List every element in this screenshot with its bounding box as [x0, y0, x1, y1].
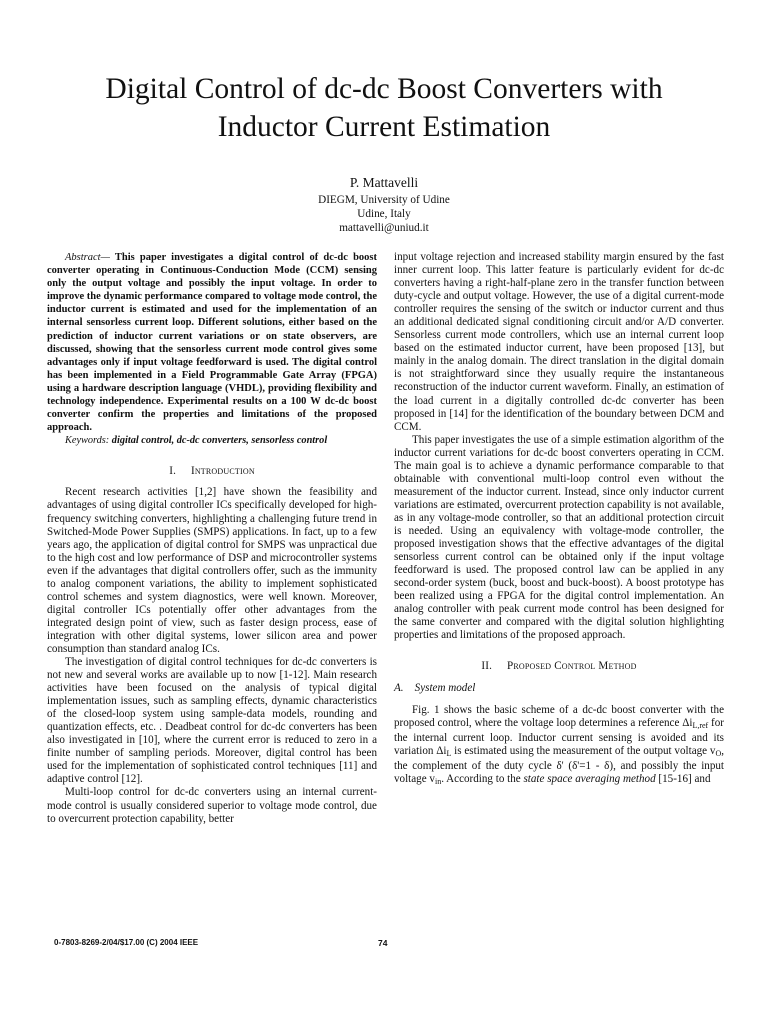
- page-number: 74: [378, 938, 388, 948]
- system-model-paragraph: [394, 704, 724, 788]
- section-title: Proposed Control Method: [507, 660, 637, 673]
- subsection-title: System model: [414, 682, 476, 695]
- keywords-text: digital control, dc-dc converters, sensorless control: [109, 435, 328, 447]
- abstract: [47, 251, 377, 434]
- section-title: Introduction: [190, 465, 255, 478]
- author-affiliation: DIEGM, University of Udine: [318, 194, 450, 206]
- section-number: I.: [169, 465, 177, 478]
- section-heading-proposed-control: [394, 660, 724, 673]
- keywords-lead: Keywords:: [65, 435, 110, 447]
- intro-paragraph-3: Multi-loop control for dc-dc converters using an internal current-mode control is usually considered superior to voltage mode control, due to overcurrent protection capability, better: [47, 786, 377, 825]
- intro-paragraph-4: This paper investigates the use of a simple estimation algorithm of the inductor current variations for dc-dc boost converters operating in CCM. The main goal is to achieve a dynamic performance comparable to that obtainable with conventional multi-loop control even without the measurement of the inductor current. Instead, since only inductor current variations are estimated, overcurrent protection capability is not available, as in any voltage-mode controller, so that an additional protection circuit is needed. Using an equivalency with voltage-mode controller, the proposed investigation shows that the effective advantages of the digital sensorless current control can be obtained only if the input voltage feedforward is used. The proposed control law can be applied in any second-order system (buck, boost and buck-boost). A boost prototype has been realized using a FPGA for the digital control implementation. An analog controller with peak current mode control has been designed for the same converter and compared with the digital solution highlighting properties and limitations of the proposed approach.: [394, 433, 724, 642]
- abstract-lead: Abstract—: [65, 252, 110, 263]
- author-email: mattavelli@uniud.it: [339, 222, 429, 235]
- section-number: II.: [481, 660, 493, 673]
- subsection-label: A.: [394, 682, 404, 695]
- text-run: [15-16] and: [655, 772, 711, 785]
- text-run: Fig. 1 shows the basic scheme of a dc-dc boost converter with the proposed control, where the voltage loop determines a reference Δi: [394, 703, 724, 729]
- title-line-1: Digital Control of dc-dc Boost Converters with: [105, 73, 663, 105]
- paper-title: [40, 70, 728, 146]
- subscript: O: [715, 748, 722, 758]
- italic-term: state space averaging method: [523, 772, 656, 785]
- text-run: for the internal current loop. Inductor current sensing is avoided and its variation Δi: [394, 716, 724, 757]
- text-run: , the complement of the duty cycle δ' (δ'=1 - δ), and possibly the input voltage v: [394, 744, 725, 785]
- text-run: is estimated using the measurement of the output voltage v: [451, 744, 716, 757]
- subscript: L,ref: [692, 720, 709, 730]
- author-name: P. Mattavelli: [349, 175, 419, 190]
- subscript: in: [434, 776, 442, 786]
- intro-paragraph-2: The investigation of digital control techniques for dc-dc converters is not new and several works are available up to now [1-12]. Main research activities have been focused on the analysis of typical digital implementation issues, such as sampling effects, dynamic characteristics of the closed-loop system using sample-data models, rounding and quantization effects, etc. . Deadbeat control for dc-dc converters has been also investigated in [10], where the current error is reduced to zero in a finite number of sampling periods. Moreover, digital control has been used for the implementation of sophisticated control techniques [11] and adaptive control [12].: [47, 656, 377, 786]
- keywords: [47, 434, 377, 447]
- subsection-heading-system-model: [394, 682, 724, 695]
- text-run: . According to the: [441, 772, 524, 785]
- author-location: Udine, Italy: [357, 208, 411, 221]
- subscript: L: [446, 748, 452, 758]
- section-heading-introduction: [47, 465, 377, 478]
- intro-paragraph-3-continued: input voltage rejection and increased stability margin ensured by the fast inner current loop. This latter feature is particularly evident for dc-dc converters having a right-half-plane zero in the transfer function between duty-cycle and output voltage. However, the use of a digital current-mode controller requires the sensing of the switch or inductor current and thus an additional dedicated signal conditioning circuit and/or A/D converter. Sensorless current mode controllers, which use an internal current loop based on the estimated inductor current, have been proposed [13], but mainly in the analog domain. The direct translation in the digital domain is not straightforward since they usually require the instantaneous reconstruction of the inductor current waveform. Finally, an estimation of the load current in a digitally controlled dc-dc converter has been proposed in [14] for the identification of the boundary between DCM and CCM.: [394, 251, 724, 433]
- page-footer: [0, 938, 768, 952]
- left-column: [47, 251, 377, 826]
- copyright-notice: 0-7803-8269-2/04/$17.00 (C) 2004 IEEE: [54, 938, 199, 947]
- abstract-text: This paper investigates a digital control of dc-dc boost converter operating in Continuous-Conduction Mode (CCM) sensing only the output voltage and possibly the input voltage. In order to improve the dynamic performance compared to voltage mode control, the inductor current is estimated and used for the implementation of an internal sensorless current loop. Different solutions, either based on the prediction of inductor current variations or on state observers, are discussed, showing that the sensorless current mode control gives some advantages only if input voltage feedforward is used. The digital control has been implemented in a Field Programmable Gate Array (FPGA) using a hardware description language (VHDL), providing flexibility and technology independence. Experimental results on a 100 W dc-dc boost converter confirm the properties and limitations of the proposed approach.: [47, 252, 377, 434]
- right-column: [394, 251, 724, 788]
- title-line-2: Inductor Current Estimation: [217, 111, 551, 143]
- author-block: [0, 174, 768, 236]
- intro-paragraph-1: Recent research activities [1,2] have shown the feasibility and advantages of using digital controller ICs specifically developed for high-frequency switching converters, highlighting a challenging future trend in Switched-Mode Power Supplies (SMPS) applications. In fact, up to a few years ago, the application of digital control for SMPS was unpractical due to the high cost and low performance of DSP and microcontroller systems even if the advantages that digital controllers offer, such as the immunity to analog component variations, the ability to implement sophisticated control schemes and system diagnostics, were well known. Moreover, digital controller ICs potentially offer other advantages from the integrated design point of view, such as faster design process, ease of integration with other digital systems, lower silicon area and power consumption than standard analog ICs.: [47, 486, 377, 655]
